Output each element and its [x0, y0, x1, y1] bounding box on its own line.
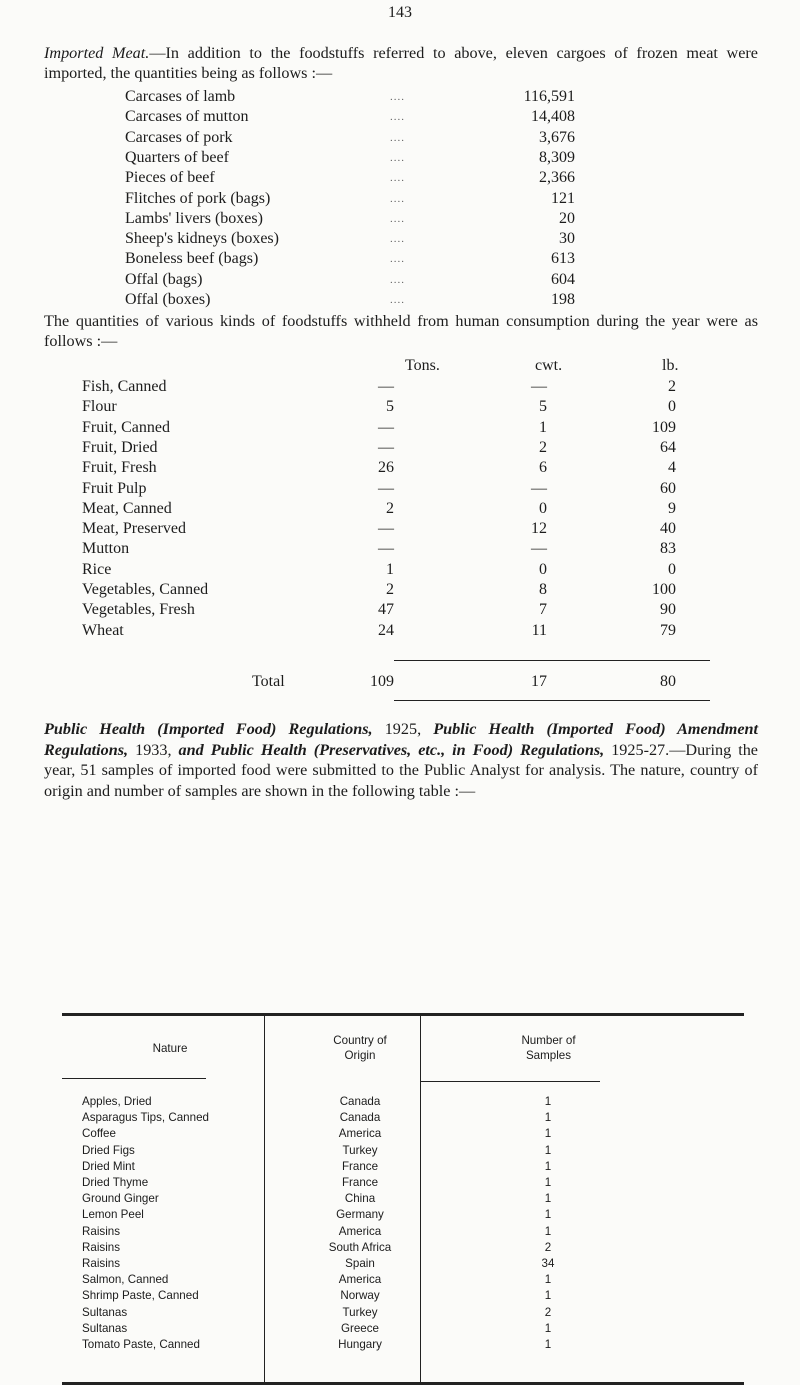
imported-meat-text: —In addition to the foodstuffs referred to above, eleven cargoes of frozen meat were imported, the quantities being as follows :— — [44, 44, 758, 82]
cell-samples: 1 — [544, 1321, 552, 1335]
cargo-item — [125, 250, 575, 270]
cargo-item-label: Pieces of beef — [125, 169, 215, 187]
withheld-lb: 100 — [652, 581, 676, 598]
imported-meat-paragraph — [44, 43, 758, 83]
table-row — [62, 1256, 744, 1272]
withheld-cwt: — — [531, 378, 547, 395]
cargo-item-label: Carcases of mutton — [125, 108, 249, 126]
cargo-item-label: Carcases of lamb — [125, 88, 236, 105]
withheld-cwt: 1 — [539, 418, 547, 436]
cargo-item-value: 14,408 — [531, 108, 575, 126]
regulations-paragraph — [44, 719, 758, 801]
header-country-text: Country of Origin — [333, 1034, 387, 1062]
withheld-cwt: 6 — [539, 459, 547, 477]
cargo-item-value: 8,309 — [539, 148, 575, 166]
withheld-cwt: 5 — [539, 398, 547, 416]
cell-samples: 34 — [541, 1256, 555, 1270]
withheld-tons: 1 — [386, 560, 394, 578]
cell-country: Hungary — [338, 1337, 382, 1351]
withheld-row — [82, 601, 722, 621]
withheld-row — [82, 439, 722, 459]
withheld-cwt: 0 — [539, 560, 547, 578]
cell-samples: 1 — [544, 1176, 552, 1190]
cargo-item-value: 3,676 — [539, 128, 575, 146]
withheld-cwt: 7 — [539, 601, 547, 619]
withheld-tons: 2 — [386, 581, 394, 598]
leader-dots: .... — [390, 172, 405, 185]
table-row — [62, 1126, 744, 1142]
withheld-label: Mutton — [82, 540, 130, 558]
cargo-item — [125, 88, 575, 108]
total-rule-top — [394, 660, 710, 661]
withheld-label: Meat, Preserved — [82, 520, 186, 538]
withheld-cwt: — — [531, 540, 547, 558]
cargo-item — [125, 230, 575, 250]
cargo-item-value: 20 — [559, 209, 575, 227]
header-country — [278, 1015, 442, 1081]
table-divider-1 — [264, 1014, 265, 1382]
col-header-cwt: cwt. — [535, 357, 563, 374]
cargo-item — [125, 190, 575, 210]
table-row — [62, 1207, 744, 1223]
table-row — [62, 1321, 744, 1337]
cell-samples: 1 — [544, 1095, 552, 1109]
table-row — [62, 1224, 744, 1240]
cell-samples: 1 — [544, 1208, 552, 1222]
withheld-label: Fruit Pulp — [82, 479, 147, 497]
cell-nature: Coffee — [82, 1127, 116, 1141]
header-samples-text: Number of Samples — [521, 1034, 576, 1062]
cell-samples: 2 — [544, 1305, 552, 1319]
withheld-tons: — — [378, 479, 394, 497]
cargo-item — [125, 210, 575, 230]
cargo-item-value: 2,366 — [539, 169, 575, 187]
withheld-tons: 5 — [386, 398, 394, 416]
cell-samples: 1 — [544, 1111, 552, 1125]
cell-nature: Raisins — [82, 1240, 121, 1254]
withheld-lb: 0 — [668, 560, 676, 578]
cell-nature: Apples, Dried — [82, 1095, 152, 1109]
withheld-row — [82, 398, 722, 418]
cell-nature: Dried Thyme — [82, 1176, 149, 1190]
cell-nature: Raisins — [82, 1224, 121, 1238]
withheld-lb: 2 — [668, 378, 676, 395]
reg-title-1c: Regulations, — [288, 720, 373, 738]
table-header-rule-left — [62, 1078, 206, 1079]
table-divider-2 — [420, 1014, 421, 1382]
reg-year-1: 1925, — [384, 720, 422, 738]
withheld-row — [82, 520, 722, 540]
table-header-rule-right — [420, 1081, 600, 1082]
cell-samples: 2 — [544, 1240, 552, 1254]
cell-country: Greece — [340, 1321, 380, 1335]
withheld-lb: 109 — [652, 418, 676, 436]
withheld-tons: 24 — [378, 621, 394, 639]
withheld-tons: — — [378, 540, 394, 558]
withheld-tons: — — [378, 438, 394, 456]
imported-meat-heading: Imported Meat. — [44, 44, 150, 62]
cargo-item-label: Quarters of beef — [125, 148, 229, 166]
cell-nature: Raisins — [82, 1256, 121, 1270]
withheld-row — [82, 419, 722, 439]
withheld-row — [82, 378, 722, 398]
withheld-row — [82, 459, 722, 479]
reg-title-1: Public Health — [44, 720, 146, 738]
cell-samples: 1 — [544, 1192, 552, 1206]
leader-dots: .... — [390, 233, 405, 246]
cell-samples: 1 — [544, 1143, 552, 1157]
cell-country: France — [341, 1159, 379, 1173]
withheld-label: Wheat — [82, 621, 124, 639]
cargo-item-value: 604 — [551, 270, 575, 288]
cargo-item-label: Offal (bags) — [125, 270, 203, 288]
cell-samples: 1 — [544, 1289, 552, 1303]
leader-dots: .... — [390, 212, 405, 225]
table-row — [62, 1272, 744, 1288]
cargo-item — [125, 169, 575, 189]
cell-samples: 1 — [544, 1127, 552, 1141]
cell-country: Norway — [340, 1289, 380, 1303]
cell-nature: Tomato Paste, Canned — [82, 1337, 200, 1351]
withheld-label: Vegetables, Fresh — [82, 601, 195, 619]
header-nature: Nature — [152, 1041, 188, 1055]
withheld-lb: 9 — [668, 499, 676, 517]
reg-and: and — [178, 740, 204, 759]
leader-dots: .... — [390, 91, 405, 103]
leader-dots: .... — [390, 253, 405, 266]
cell-country: America — [338, 1273, 382, 1287]
cell-country: Turkey — [342, 1305, 378, 1319]
withheld-cwt: 12 — [531, 520, 547, 538]
withheld-lb: 60 — [660, 479, 676, 497]
withheld-label: Meat, Canned — [82, 499, 172, 517]
cell-country: South Africa — [328, 1240, 392, 1254]
cargo-item-label: Offal (boxes) — [125, 291, 211, 308]
reg-year-2: 1933, — [135, 740, 172, 759]
withheld-lb: 40 — [660, 520, 676, 538]
withheld-paragraph: The quantities of various kinds of foodstuffs withheld from human consumption during the year were as follows :— — [44, 312, 758, 350]
withheld-cwt: 11 — [531, 621, 547, 639]
reg-text: —During the year, 51 samples of imported food were submitted to the Public Analyst for analysis. The nature, country of origin and number of samples are shown in the following table :— — [44, 740, 758, 800]
withheld-row — [82, 540, 722, 560]
leader-dots: .... — [390, 111, 405, 124]
reg-title-3b: (Preservatives, etc., in Food) Regulations, — [313, 740, 605, 759]
cargo-item-label: Carcases of pork — [125, 128, 233, 146]
table-row — [62, 1159, 744, 1175]
withheld-label: Flour — [82, 398, 117, 416]
cell-nature: Sultanas — [82, 1305, 128, 1319]
cargo-item — [125, 149, 575, 169]
withheld-label: Fruit, Fresh — [82, 459, 157, 477]
samples-table — [62, 1013, 744, 1353]
cargo-item-value: 116,591 — [523, 88, 575, 105]
cargo-item-value: 30 — [559, 230, 575, 248]
cell-country: Germany — [336, 1208, 384, 1222]
cargo-item — [125, 271, 575, 291]
leader-dots: .... — [390, 192, 405, 205]
cell-nature: Sultanas — [82, 1321, 128, 1335]
cargo-item-value: 121 — [551, 189, 575, 207]
leader-dots: .... — [390, 151, 405, 164]
cargo-item-label: Lambs' livers (boxes) — [125, 209, 263, 227]
cargo-item — [125, 108, 575, 128]
withheld-lb: 64 — [660, 438, 676, 456]
cell-samples: 1 — [544, 1337, 552, 1351]
table-row — [62, 1175, 744, 1191]
cell-nature: Asparagus Tips, Canned — [82, 1111, 209, 1125]
withheld-tons: 47 — [378, 601, 394, 619]
samples-header-row — [62, 1015, 744, 1081]
cell-samples: 1 — [544, 1159, 552, 1173]
cell-nature: Salmon, Canned — [82, 1273, 169, 1287]
withheld-tons: — — [378, 520, 394, 538]
cargo-item — [125, 129, 575, 149]
reg-title-2: Public Health — [433, 720, 535, 738]
withheld-label: Rice — [82, 560, 112, 578]
reg-title-1b: (Imported Food) — [157, 720, 277, 738]
withheld-tons: — — [378, 378, 394, 395]
header-samples — [442, 1015, 744, 1081]
table-row — [62, 1337, 744, 1353]
total-lb: 80 — [660, 673, 676, 690]
reg-year-3: 1925-27. — [611, 740, 670, 759]
withheld-cwt: 8 — [539, 581, 547, 598]
cell-country: America — [338, 1224, 382, 1238]
withheld-cwt: 0 — [539, 499, 547, 517]
cell-nature: Dried Mint — [82, 1159, 135, 1173]
withheld-row — [82, 561, 722, 581]
col-header-lb: lb. — [662, 357, 679, 374]
withheld-tons: 26 — [378, 459, 394, 477]
table-row — [62, 1080, 744, 1110]
cell-samples: 1 — [544, 1273, 552, 1287]
withheld-cwt: 2 — [539, 438, 547, 456]
withheld-label: Fish, Canned — [82, 378, 167, 395]
total-cwt: 17 — [531, 673, 547, 690]
total-label: Total — [252, 673, 285, 690]
cell-country: France — [341, 1176, 379, 1190]
total-rule-bottom — [394, 700, 710, 701]
withheld-lb: 83 — [660, 540, 676, 558]
withheld-lb: 0 — [668, 398, 676, 416]
withheld-tons: 2 — [386, 499, 394, 517]
cell-country: America — [338, 1127, 382, 1141]
table-row — [62, 1191, 744, 1207]
table-row — [62, 1240, 744, 1256]
cell-nature: Dried Figs — [82, 1143, 135, 1157]
table-row — [62, 1304, 744, 1320]
table-row — [62, 1110, 744, 1126]
cargo-item-value: 198 — [551, 291, 575, 308]
table-row — [62, 1288, 744, 1304]
withheld-label: Vegetables, Canned — [82, 581, 209, 598]
withheld-lb: 4 — [668, 459, 676, 477]
withheld-row — [82, 581, 722, 601]
cell-samples: 1 — [544, 1224, 552, 1238]
cell-nature: Shrimp Paste, Canned — [82, 1289, 199, 1303]
cargo-item-value: 613 — [551, 250, 575, 268]
cell-country: Canada — [339, 1095, 381, 1109]
total-tons: 109 — [370, 673, 394, 690]
withheld-row — [82, 622, 722, 642]
cell-country: Canada — [339, 1111, 381, 1125]
cell-nature: Ground Ginger — [82, 1192, 159, 1206]
leader-dots: .... — [390, 273, 405, 286]
reg-title-3: Public Health — [210, 740, 307, 759]
withheld-tons: — — [378, 418, 394, 436]
cargo-item-label: Boneless beef (bags) — [125, 250, 259, 268]
cell-nature: Lemon Peel — [82, 1208, 144, 1222]
withheld-row — [82, 500, 722, 520]
withheld-lb: 90 — [660, 601, 676, 619]
withheld-total-row — [82, 673, 722, 693]
withheld-cwt: — — [531, 479, 547, 497]
cell-country: Turkey — [342, 1143, 378, 1157]
leader-dots: .... — [390, 131, 405, 144]
col-header-tons: Tons. — [405, 357, 440, 374]
cargo-item — [125, 291, 575, 311]
cell-country: Spain — [345, 1256, 375, 1270]
withheld-row — [82, 480, 722, 500]
withheld-lb: 79 — [660, 621, 676, 639]
cargo-item-label: Flitches of pork (bags) — [125, 189, 271, 207]
reg-title-2b: (Imported Food) Amendment Regulations, — [44, 720, 759, 759]
cargo-item-label: Sheep's kidneys (boxes) — [125, 230, 279, 248]
withheld-label: Fruit, Dried — [82, 438, 158, 456]
table-row — [62, 1143, 744, 1159]
withheld-label: Fruit, Canned — [82, 418, 170, 436]
cell-country: China — [344, 1192, 376, 1206]
leader-dots: .... — [390, 294, 405, 306]
page-number: 143 — [388, 4, 412, 21]
